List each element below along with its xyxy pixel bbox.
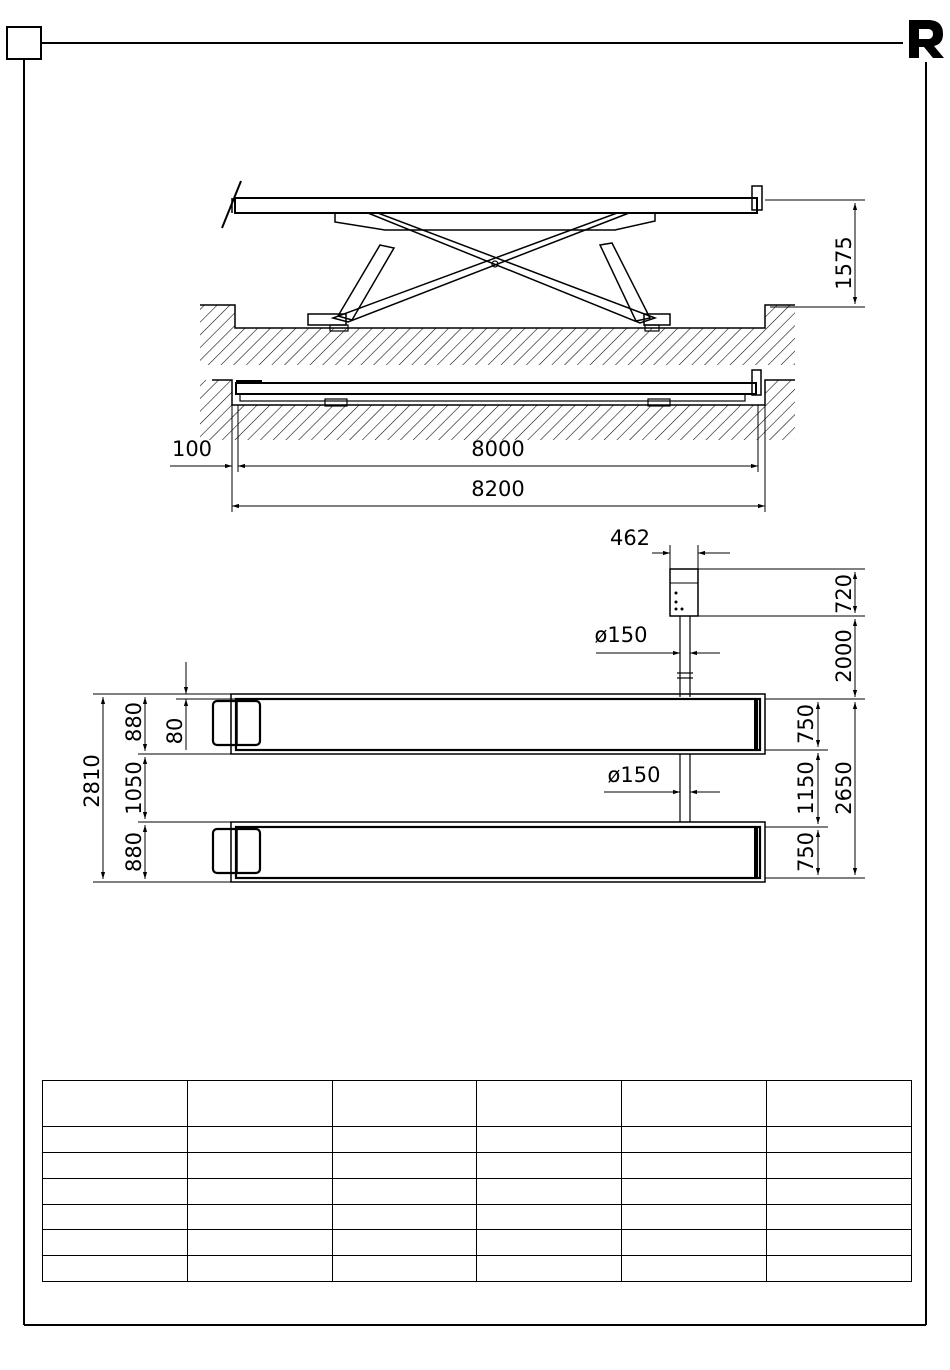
table-cell bbox=[622, 1256, 767, 1282]
table-cell bbox=[332, 1153, 477, 1179]
table-cell bbox=[622, 1081, 767, 1127]
plan-view bbox=[80, 526, 865, 882]
table-cell bbox=[477, 1204, 622, 1230]
dim-pipe-diameter-upper: ø150 bbox=[594, 623, 648, 647]
specification-table bbox=[42, 1080, 912, 1282]
table-cell bbox=[767, 1127, 912, 1153]
table-cell bbox=[622, 1204, 767, 1230]
table-cell bbox=[767, 1178, 912, 1204]
dim-platform-height: 1575 bbox=[832, 236, 856, 290]
table-cell bbox=[767, 1256, 912, 1282]
table-cell bbox=[43, 1230, 188, 1256]
runway-top bbox=[231, 694, 765, 754]
dim-runway-width-right-bottom: 750 bbox=[794, 831, 818, 873]
dim-runway-width-right-top: 750 bbox=[794, 703, 818, 745]
table-cell bbox=[767, 1153, 912, 1179]
table-cell bbox=[187, 1256, 332, 1282]
dim-gap-width: 1050 bbox=[122, 761, 146, 815]
table-cell bbox=[43, 1081, 188, 1127]
table-cell bbox=[43, 1178, 188, 1204]
dim-overall-right: 2650 bbox=[832, 761, 856, 815]
brand-logo bbox=[909, 20, 944, 58]
dim-floor-offset: 100 bbox=[171, 437, 213, 461]
table-cell bbox=[43, 1127, 188, 1153]
table-row bbox=[43, 1153, 912, 1179]
table-row bbox=[43, 1230, 912, 1256]
table-cell bbox=[43, 1204, 188, 1230]
dim-console-line: 2000 bbox=[832, 629, 856, 683]
table-cell bbox=[332, 1256, 477, 1282]
table-row bbox=[43, 1178, 912, 1204]
table-cell bbox=[767, 1081, 912, 1127]
table-cell bbox=[332, 1230, 477, 1256]
table-cell bbox=[767, 1204, 912, 1230]
table-cell bbox=[332, 1204, 477, 1230]
table-cell bbox=[477, 1127, 622, 1153]
table-cell bbox=[187, 1178, 332, 1204]
table-cell bbox=[43, 1153, 188, 1179]
table-cell bbox=[622, 1230, 767, 1256]
dim-runway-width-left-top: 880 bbox=[122, 701, 146, 743]
table-cell bbox=[477, 1256, 622, 1282]
dim-gap-right: 1150 bbox=[794, 761, 818, 815]
dim-total-length: 8200 bbox=[471, 477, 525, 501]
table-cell bbox=[187, 1153, 332, 1179]
table-cell bbox=[187, 1230, 332, 1256]
table-cell bbox=[622, 1127, 767, 1153]
table-cell bbox=[332, 1127, 477, 1153]
table-cell bbox=[187, 1127, 332, 1153]
side-view-raised bbox=[200, 181, 865, 365]
table-cell bbox=[477, 1153, 622, 1179]
table-cell bbox=[43, 1256, 188, 1282]
table-cell bbox=[477, 1081, 622, 1127]
dim-platform-length: 8000 bbox=[471, 437, 525, 461]
dim-overall-width: 2810 bbox=[80, 754, 104, 808]
table-cell bbox=[622, 1178, 767, 1204]
table-cell bbox=[622, 1153, 767, 1179]
table-cell bbox=[477, 1230, 622, 1256]
table-row bbox=[43, 1256, 912, 1282]
dim-console-width: 462 bbox=[609, 526, 651, 550]
table-cell bbox=[187, 1081, 332, 1127]
control-console bbox=[670, 569, 698, 616]
table-row bbox=[43, 1204, 912, 1230]
table-cell bbox=[767, 1230, 912, 1256]
dim-step-80: 80 bbox=[163, 717, 187, 745]
table-cell bbox=[187, 1204, 332, 1230]
dim-console-height: 720 bbox=[832, 573, 856, 615]
runway-bottom bbox=[231, 822, 765, 882]
dim-runway-width-left-bottom: 880 bbox=[122, 831, 146, 873]
side-view-lowered bbox=[170, 370, 795, 512]
table-header-row bbox=[43, 1081, 912, 1127]
table-cell bbox=[477, 1178, 622, 1204]
dim-pipe-diameter-lower: ø150 bbox=[607, 763, 661, 787]
table-cell bbox=[332, 1081, 477, 1127]
table-cell bbox=[332, 1178, 477, 1204]
table-row bbox=[43, 1127, 912, 1153]
